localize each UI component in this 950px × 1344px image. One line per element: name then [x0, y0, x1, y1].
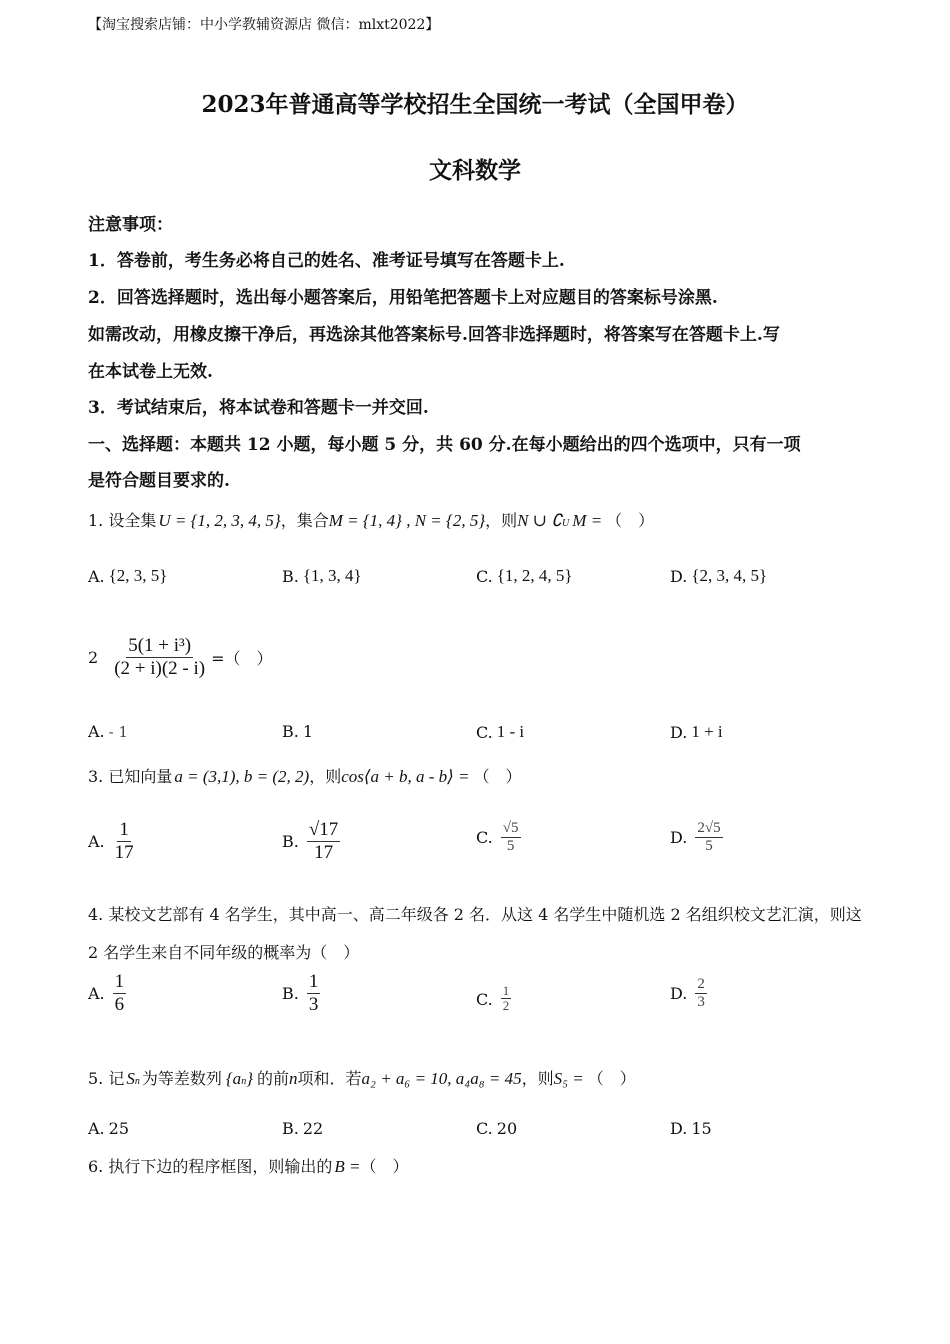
q1-answer-blank: （ ）	[606, 511, 655, 530]
option-fraction	[113, 820, 136, 864]
option-label: D.	[670, 722, 688, 742]
option-label: C.	[476, 827, 493, 847]
q1-expression-end: M =	[572, 511, 603, 530]
option-label: C.	[476, 722, 493, 742]
q5-mid2: 的前	[257, 1069, 290, 1088]
option-value: {1, 3, 4}	[302, 566, 362, 585]
q3-answer-blank: （ ）	[473, 767, 522, 786]
header-watermark: 【淘宝搜索店铺：中小学教辅资源店 微信：mlxt2022】	[88, 17, 440, 33]
option-value: 1	[302, 722, 314, 741]
notice-item-2-cont2: 在本试卷上无效.	[88, 362, 213, 382]
option-label: B.	[282, 832, 299, 852]
q5-option-b	[282, 1119, 323, 1138]
notice-item-2-cont: 如需改动，用橡皮擦干净后，再选涂其他答案标号.回答非选择题时，将答案写在答题卡上.写	[88, 325, 780, 345]
q2-option-c	[476, 722, 524, 742]
option-denominator: 3	[697, 993, 705, 1010]
option-denominator: 17	[314, 841, 334, 863]
option-label: D.	[670, 827, 688, 847]
option-label: D.	[670, 983, 688, 1003]
option-denominator: 6	[114, 993, 125, 1015]
option-label: D.	[670, 566, 688, 586]
option-numerator: 1	[502, 983, 510, 998]
option-label: D.	[670, 1119, 688, 1138]
q5-mid1: 为等差数列	[141, 1069, 222, 1088]
q5-option-a	[88, 1119, 129, 1138]
option-value: - 1	[108, 722, 129, 741]
option-fraction	[501, 984, 512, 1014]
q5-n: n	[289, 1069, 298, 1088]
q1-universal-set: U = {1, 2, 3, 4, 5}	[158, 511, 281, 530]
option-value: 25	[108, 1119, 129, 1138]
option-label: A.	[88, 984, 105, 1004]
q1-option-c	[476, 566, 573, 586]
option-value: {2, 3, 5}	[108, 566, 168, 585]
option-numerator: 1	[308, 971, 319, 992]
q4-option-b	[282, 972, 320, 1016]
option-denominator: 2	[502, 998, 510, 1014]
q5-an: {a	[225, 1069, 242, 1088]
option-label: A.	[88, 722, 105, 741]
notice-item-2: 2．回答选择题时，选出每小题答案后，用铅笔把答题卡上对应题目的答案标号涂黑.	[88, 288, 718, 308]
q3-option-c	[476, 820, 521, 855]
option-fraction	[695, 820, 722, 855]
notice-heading: 注意事项：	[88, 215, 173, 235]
q1-option-a	[88, 566, 167, 586]
option-value: 1 - i	[496, 722, 525, 741]
option-label: C.	[476, 989, 493, 1009]
q2-option-d	[670, 722, 723, 742]
q5-an-end: }	[246, 1069, 253, 1088]
question-2	[88, 636, 273, 680]
notice-item-3: 3．考试结束后，将本试卷和答题卡一并交回.	[88, 398, 429, 418]
q2-denominator: (2 + i)(2 - i)	[114, 657, 206, 679]
q3-option-b	[282, 820, 340, 864]
option-fraction	[113, 972, 127, 1016]
q6-answer-blank: （ ）	[360, 1157, 409, 1176]
q5-S: S	[126, 1069, 135, 1088]
q1-then: ，则	[485, 511, 518, 530]
option-label: B.	[282, 984, 299, 1004]
question-6	[88, 1154, 408, 1177]
option-value: 22	[302, 1119, 324, 1138]
option-value: 20	[496, 1119, 518, 1138]
q2-answer-blank: =（ ）	[211, 649, 273, 669]
exam-subtitle: 文科数学	[429, 157, 521, 184]
q1-expression-sub: U	[562, 518, 570, 529]
option-numerator: √17	[308, 819, 339, 840]
q1-option-d	[670, 566, 767, 586]
q1-sets: M = {1, 4} , N = {2, 5}	[328, 511, 486, 530]
option-value: 1 + i	[691, 722, 723, 741]
q6-prefix: 6. 执行下边的程序框图，则输出的	[88, 1157, 333, 1176]
q5-mid3: 项和．若	[297, 1069, 362, 1088]
option-label: A.	[88, 832, 105, 852]
question-1	[88, 508, 654, 531]
q4-option-d	[670, 976, 707, 1011]
option-denominator: 17	[114, 841, 134, 863]
q2-numerator: 5(1 + i³)	[128, 635, 192, 656]
q3-option-a	[88, 820, 136, 864]
q3-expression: cos⟨a + b, a - b⟩ =	[341, 767, 470, 786]
option-label: B.	[282, 566, 299, 586]
q1-expression: N ∪ ∁	[517, 511, 563, 530]
q5-condition: a₂ + a₆ = 10, a₄a₈ = 45	[361, 1069, 522, 1088]
option-value: {2, 3, 4, 5}	[691, 566, 768, 585]
section-heading-cont: 是符合题目要求的.	[88, 471, 230, 491]
q5-option-c	[476, 1119, 517, 1138]
option-numerator: 2	[697, 976, 705, 992]
option-fraction	[307, 820, 340, 864]
option-label: A.	[88, 566, 105, 586]
q5-S-sub: n	[134, 1076, 140, 1087]
option-denominator: 5	[705, 837, 713, 854]
question-4-line-2: 2 名学生来自不同年级的概率为（ ）	[88, 943, 360, 962]
option-numerator: 1	[114, 971, 125, 992]
q3-then: ，则	[309, 767, 342, 786]
q3-prefix: 3. 已知向量	[88, 767, 173, 786]
option-label: B.	[282, 1119, 299, 1138]
option-fraction	[501, 820, 521, 855]
option-denominator: 3	[308, 993, 319, 1015]
option-numerator: 1	[119, 819, 129, 840]
q5-prefix: 5. 记	[88, 1069, 125, 1088]
option-numerator: √5	[502, 820, 519, 836]
q1-mid: ，集合	[280, 511, 329, 530]
section-heading: 一、选择题：本题共 12 小题，每小题 5 分，共 60 分.在每小题给出的四个选项中，只有一项	[88, 435, 801, 455]
option-numerator: 2√5	[697, 820, 721, 836]
option-label: B.	[282, 722, 299, 741]
option-label: C.	[476, 1119, 493, 1138]
exam-title: 2023年普通高等学校招生全国统一考试（全国甲卷）	[201, 91, 749, 118]
q3-vectors: a = (3,1), b = (2, 2)	[174, 767, 310, 786]
notice-item-1: 1．答卷前，考生务必将自己的姓名、准考证号填写在答题卡上.	[88, 251, 565, 271]
q2-option-a	[88, 722, 128, 741]
question-5	[88, 1066, 636, 1089]
option-label: C.	[476, 566, 493, 586]
option-value: {1, 2, 4, 5}	[496, 566, 573, 585]
option-fraction	[307, 972, 321, 1016]
q6-B: B =	[334, 1157, 361, 1176]
q2-number: 2	[88, 648, 99, 668]
q5-option-d	[670, 1119, 712, 1138]
option-label: A.	[88, 1119, 105, 1138]
q1-option-b	[282, 566, 362, 586]
option-fraction	[695, 976, 707, 1011]
q4-option-c	[476, 984, 511, 1014]
option-value: 15	[691, 1119, 712, 1138]
question-3	[88, 764, 522, 787]
q5-S5: S₅ =	[553, 1069, 584, 1088]
q2-fraction	[112, 636, 207, 680]
q1-prefix: 1. 设全集	[88, 511, 157, 530]
question-4-line-1: 4. 某校文艺部有 4 名学生，其中高一、高二年级各 2 名．从这 4 名学生中随机选 2 名组织校文艺汇演，则这	[88, 905, 862, 924]
q3-option-d	[670, 820, 723, 855]
option-denominator: 5	[506, 837, 515, 854]
q5-an-sub: n	[241, 1076, 247, 1087]
q4-option-a	[88, 972, 126, 1016]
q2-option-b	[282, 722, 313, 741]
q5-answer-blank: （ ）	[587, 1069, 636, 1088]
q5-then: ，则	[521, 1069, 554, 1088]
